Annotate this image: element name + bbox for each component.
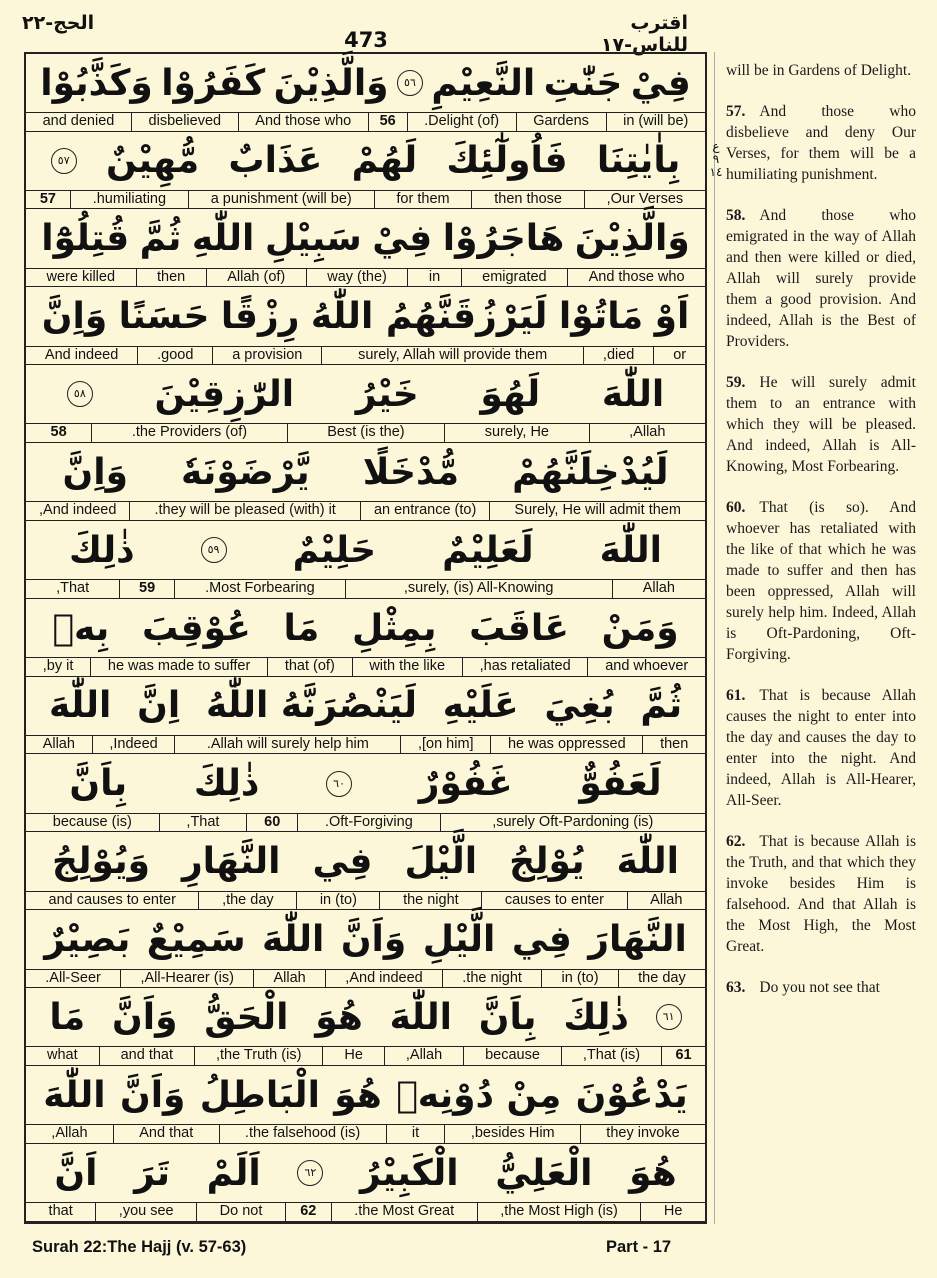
english-gloss-cell: he was made to suffer: [90, 658, 267, 676]
english-gloss-cell: were killed: [46, 268, 116, 285]
arabic-word: الرّٰزِقِيْنَ: [154, 373, 295, 415]
footer-surah-info: Surah 22:The Hajj (v. 57-63): [32, 1238, 247, 1256]
english-gloss-cell: (is) the falsehood.: [219, 1125, 386, 1143]
arabic-word: هُوَ: [629, 1152, 677, 1194]
verse-row: [26, 1066, 705, 1144]
english-gloss-cell: then those: [471, 191, 583, 209]
translation-text: And those who disbelieve and deny Our Verses, for them will be a humiliating punishment.: [726, 103, 916, 183]
verse-end-marker: ٦٢: [297, 1160, 323, 1186]
arabic-line: [26, 1144, 705, 1202]
part-name-header: اقترب للناس-١٧: [600, 12, 688, 56]
verse-number: 61.: [726, 687, 746, 704]
arabic-word: تَرَ: [134, 1152, 170, 1194]
arabic-word: هُوَ: [334, 1074, 382, 1116]
english-gloss-cell: the night.: [442, 970, 541, 988]
arabic-word: ذٰلِكَ: [563, 996, 629, 1038]
english-gloss-line: [26, 813, 705, 833]
verse-end-marker: ٦٠: [326, 771, 352, 797]
arabic-word: لَهُوَ: [480, 373, 541, 415]
arabic-word: وَيُوْلِجُ: [52, 841, 150, 883]
english-gloss-cell: disbelieved: [131, 113, 238, 131]
arabic-word: ثُمَّ: [139, 218, 182, 260]
verse-number: 62.: [726, 833, 746, 850]
verse-number: 60.: [726, 499, 746, 516]
arabic-word: اَلَمْ: [206, 1152, 261, 1194]
translation-text: will be in Gardens of Delight.: [726, 62, 912, 79]
english-gloss-cell: with the like: [352, 658, 462, 676]
verse-row: [26, 833, 705, 911]
english-gloss-cell: That (is),: [561, 1047, 661, 1065]
verse-end-marker: ٥٦: [397, 70, 423, 96]
arabic-line: [26, 132, 705, 190]
verse-row: [26, 988, 705, 1066]
arabic-word: بِاَنَّ: [478, 996, 537, 1038]
arabic-line: [26, 443, 705, 501]
english-gloss-cell: it: [386, 1125, 445, 1143]
english-gloss-cell: the Most Great.: [331, 1203, 477, 1221]
column-divider: [714, 52, 715, 1224]
verse-end-marker: ٦١: [656, 1004, 682, 1030]
translation-text: That is because Allah causes the night to enter into the day and causes the day to enter into the night. And indeed, Allah is All-Hearer, All-Seer.: [726, 687, 916, 809]
english-gloss-cell: Allah will surely help him.: [174, 736, 400, 754]
arabic-word: فِيْ: [630, 62, 691, 104]
arabic-word: اللّٰهَ: [599, 529, 662, 571]
arabic-word: بِمِثْلِ: [351, 607, 437, 649]
arabic-line: [26, 1066, 705, 1124]
arabic-line: [26, 911, 705, 969]
english-gloss-cell: 59: [119, 580, 174, 598]
english-gloss-cell: Our Verses,: [584, 191, 705, 209]
english-gloss-cell: [on him],: [400, 736, 490, 754]
english-gloss-cell: (will be) in: [606, 113, 706, 131]
verse-row: [26, 288, 705, 366]
footer-part: Part - 17: [606, 1238, 672, 1256]
english-gloss-cell: died,: [583, 347, 653, 365]
english-gloss-cell: And indeed,: [39, 502, 117, 519]
english-gloss-cell: they will be pleased (with) it.: [129, 502, 359, 520]
arabic-word: بِاَنَّ: [69, 763, 128, 805]
arabic-word: عَاقَبَ: [469, 607, 569, 649]
english-gloss-cell: Oft-Forgiving.: [297, 814, 439, 832]
arabic-word: فَاُولٰٓئِكَ: [446, 140, 568, 182]
english-gloss-cell: 56: [368, 113, 407, 131]
english-gloss-cell: surely, He: [444, 424, 588, 442]
arabic-word: بِهٖ: [52, 607, 110, 649]
english-gloss-cell: He: [322, 1047, 384, 1065]
arabic-word: عَلَيْهِ: [442, 685, 519, 727]
arabic-word: حَسَنًا: [118, 296, 210, 338]
verse-row: [26, 521, 705, 599]
arabic-line: [26, 288, 705, 346]
verse-row: [26, 365, 705, 443]
arabic-word: هَاجَرُوْا: [442, 218, 565, 260]
english-gloss-cell: besides Him,: [444, 1125, 579, 1143]
english-gloss-cell: because: [463, 1047, 561, 1065]
english-gloss-cell: then: [136, 269, 206, 287]
english-gloss-cell: and whoever: [587, 658, 705, 676]
arabic-word: سَبِيْلِ: [264, 218, 362, 260]
arabic-word: مَا: [49, 996, 86, 1038]
english-gloss-cell: (is) the Truth,: [194, 1047, 322, 1065]
arabic-word: اللّٰهِ: [191, 218, 255, 260]
english-gloss-cell: causes to enter: [481, 892, 626, 910]
arabic-word: كَفَرُوْا: [161, 62, 266, 104]
english-gloss-cell: Allah,: [589, 424, 705, 442]
arabic-word: ثُمَّ: [640, 685, 683, 727]
arabic-word: لَعَلِيْمٌ: [442, 529, 534, 571]
arabic-word: اَوْ: [654, 296, 690, 338]
english-gloss-line: [26, 346, 705, 366]
arabic-word: هُوَ: [315, 996, 363, 1038]
arabic-word: يُوْلِجُ: [509, 841, 585, 883]
arabic-word: لَهُمْ: [351, 140, 418, 182]
english-gloss-cell: (is) All-Hearer,: [120, 970, 253, 988]
arabic-word: اِنَّ: [137, 685, 181, 727]
arabic-line: [26, 677, 705, 735]
arabic-word: عَذَابٌ: [228, 140, 323, 182]
surah-name-header: الحج-٢٢: [22, 12, 95, 34]
arabic-word: اللّٰهَ: [601, 373, 665, 415]
english-gloss-cell: you see,: [95, 1203, 196, 1221]
english-gloss-cell: (will be) a punishment: [188, 191, 374, 209]
english-gloss-cell: Most Forbearing.: [174, 580, 345, 598]
english-gloss-cell: the day,: [198, 892, 296, 910]
arabic-word: النَّعِيْمِ: [431, 62, 536, 104]
english-gloss-cell: (is) the Most High,: [477, 1203, 641, 1221]
english-gloss-line: [26, 1046, 705, 1066]
english-gloss-cell: by it,: [42, 658, 74, 675]
translation-paragraph: [726, 977, 916, 998]
english-gloss-line: [26, 190, 705, 210]
page-number: 473: [344, 28, 388, 52]
verse-end-marker: ٥٩: [201, 537, 227, 563]
arabic-line: [26, 521, 705, 579]
english-gloss-line: [26, 579, 705, 599]
arabic-word: اللّٰهَ: [616, 841, 680, 883]
english-gloss-line: [26, 969, 705, 989]
verse-number: 59.: [726, 374, 746, 391]
english-gloss-cell: Do not: [196, 1203, 285, 1221]
english-gloss-line: [26, 657, 705, 677]
arabic-word: النَّهَارَ: [588, 919, 687, 961]
arabic-word: لَعَفُوٌّ: [579, 763, 662, 805]
arabic-word: فِي: [312, 841, 373, 883]
arabic-line: [26, 988, 705, 1046]
translation-paragraph: [726, 372, 916, 477]
arabic-word: وَكَذَّبُوْا: [40, 62, 153, 104]
arabic-word: فِيْ: [372, 218, 433, 260]
arabic-word: خَيْرُ: [355, 373, 419, 415]
arabic-word: وَاَنَّ: [340, 919, 407, 961]
english-gloss-cell: He: [640, 1203, 705, 1221]
arabic-word: الَّيْلِ: [422, 919, 496, 961]
english-gloss-cell: (of) that: [267, 658, 352, 676]
english-gloss-cell: or: [653, 347, 705, 365]
english-gloss-cell: (of) the Providers.: [91, 424, 286, 442]
arabic-word: اللّٰهَ: [48, 685, 112, 727]
arabic-line: [26, 54, 705, 112]
english-gloss-cell: And that: [113, 1125, 219, 1143]
arabic-word: اللّٰهَ: [43, 1074, 106, 1116]
arabic-word: لَيُدْخِلَنَّهُمْ: [512, 451, 669, 493]
arabic-word: بَصِيْرٌ: [44, 919, 131, 961]
english-gloss-cell: And indeed: [44, 346, 119, 363]
arabic-word: يَّرْضَوْنَهٗ: [181, 451, 310, 493]
arabic-word: ذٰلِكَ: [69, 529, 135, 571]
arabic-word: يَدْعُوْنَ: [575, 1074, 688, 1116]
english-gloss-cell: and causes to enter: [48, 891, 176, 908]
english-gloss-line: [26, 501, 705, 521]
english-gloss-cell: they invoke: [580, 1125, 705, 1143]
english-gloss-cell: (is the) Best: [287, 424, 445, 442]
english-gloss-cell: Allah,: [384, 1047, 463, 1065]
english-gloss-cell: that: [48, 1203, 73, 1220]
english-gloss-cell: And those who: [567, 269, 705, 287]
english-gloss-cell: (is) surely Oft-Pardoning,: [440, 814, 705, 832]
arabic-word: بِاٰيٰتِنَا: [596, 140, 681, 182]
english-gloss-cell: Allah: [627, 892, 705, 910]
translation-text: That (is so). And whoever has retaliated with the like of that which he was made to suffer and then has been oppressed, Allah will surely help him. Indeed, Allah is Oft-Pardoning, Oft-Forgiving.: [726, 499, 916, 663]
verse-number: 63.: [726, 979, 746, 996]
english-gloss-cell: 58: [50, 424, 67, 441]
arabic-word: وَالَّذِيْنَ: [574, 218, 690, 260]
translation-text: He will surely admit them to an entrance with which they will be pleased. And indeed, Allah is All-Knowing, Most Forbearing.: [726, 374, 916, 475]
english-gloss-cell: Allah: [253, 970, 325, 988]
arabic-word: رِزْقًا: [220, 296, 300, 338]
verse-end-marker: ٥٨: [67, 381, 93, 407]
arabic-word: فِي: [511, 919, 572, 961]
english-gloss-cell: 57: [39, 190, 56, 207]
translation-paragraph: [726, 497, 916, 665]
translation-text: And those who emigrated in the way of Allah and then were killed or died, Allah will surely provide them a good provision. And indeed, Allah is the Best of Providers.: [726, 207, 916, 350]
translation-paragraph: [726, 205, 916, 352]
english-gloss-cell: 60: [246, 814, 297, 832]
arabic-word: مِنْ دُوْنِهٖ: [396, 1074, 562, 1116]
arabic-word: اَنَّ: [54, 1152, 98, 1194]
english-gloss-cell: emigrated: [461, 269, 567, 287]
english-gloss-cell: Allah: [612, 580, 705, 598]
english-gloss-cell: Indeed,: [92, 736, 175, 754]
word-by-word-grid: [24, 52, 707, 1224]
english-gloss-cell: humiliating.: [70, 191, 188, 209]
english-gloss-line: [26, 735, 705, 755]
translation-paragraph: [726, 101, 916, 185]
english-gloss-cell: in: [407, 269, 460, 287]
english-gloss-cell: That,: [56, 580, 90, 597]
english-gloss-cell: and that: [99, 1047, 194, 1065]
translation-column: [726, 60, 916, 1018]
translation-paragraph: [726, 685, 916, 811]
arabic-word: وَاِنَّ: [62, 451, 128, 493]
english-gloss-cell: (is) because: [52, 813, 132, 830]
translation-paragraph: [726, 60, 916, 81]
verse-row: [26, 677, 705, 755]
ruku-marker: ع ٩ ١٤: [709, 139, 723, 179]
arabic-word: الْكَبِيْرُ: [360, 1152, 459, 1194]
english-gloss-cell: and denied: [42, 113, 115, 129]
arabic-line: [26, 833, 705, 891]
english-gloss-cell: (of) Allah: [206, 269, 306, 287]
english-gloss-cell: And those who: [238, 113, 368, 131]
english-gloss-line: [26, 1202, 705, 1222]
english-gloss-cell: in (to): [296, 892, 379, 910]
arabic-word: الْحَقُّ: [204, 996, 289, 1038]
arabic-word: وَالَّذِيْنَ: [273, 62, 389, 104]
arabic-word: مَا: [283, 607, 320, 649]
arabic-line: [26, 210, 705, 268]
arabic-word: مَاتُوْا: [558, 296, 644, 338]
english-gloss-cell: Surely, He will admit them: [489, 502, 705, 520]
arabic-word: سَمِيْعٌ: [146, 919, 246, 961]
verse-end-marker: ٥٧: [51, 148, 77, 174]
verse-row: [26, 755, 705, 833]
arabic-word: وَاَنَّ: [112, 996, 178, 1038]
arabic-word: الْبَاطِلُ: [199, 1074, 320, 1116]
english-gloss-cell: And indeed,: [325, 970, 442, 988]
english-gloss-cell: Allah: [42, 735, 75, 752]
english-gloss-cell: (to) an entrance: [360, 502, 489, 520]
english-gloss-line: [26, 891, 705, 911]
english-gloss-cell: for them: [374, 191, 472, 209]
translation-paragraph: [726, 831, 916, 957]
english-gloss-line: [26, 1124, 705, 1144]
arabic-line: [26, 755, 705, 813]
english-gloss-cell: (the) way: [306, 269, 408, 287]
english-gloss-cell: a provision: [212, 347, 321, 365]
arabic-word: عُوْقِبَ: [141, 607, 251, 649]
english-gloss-cell: Gardens: [516, 113, 606, 131]
english-gloss-cell: All-Seer.: [45, 969, 101, 986]
translation-text: That is because Allah is the Truth, and that which they invoke besides Him is falsehood. And that Allah is the Most High, the Most Great.: [726, 833, 916, 955]
arabic-word: ذٰلِكَ: [193, 763, 260, 805]
arabic-word: النَّهَارِ: [181, 841, 281, 883]
arabic-line: [26, 599, 705, 657]
english-gloss-cell: good.: [137, 347, 212, 365]
arabic-word: وَاِنَّ: [41, 296, 108, 338]
arabic-word: اللّٰهَ: [262, 919, 325, 961]
english-gloss-cell: the day: [618, 970, 705, 988]
english-gloss-cell: Allah,: [51, 1125, 88, 1142]
arabic-word: جَنّٰتِ: [543, 62, 623, 104]
arabic-word: اللّٰهَ: [389, 996, 452, 1038]
english-gloss-cell: has retaliated,: [462, 658, 588, 676]
verse-row: [26, 911, 705, 989]
verse-row: [26, 132, 705, 210]
arabic-word: مُّدْخَلًا: [362, 451, 460, 493]
arabic-word: وَمَنْ: [601, 607, 679, 649]
verse-number: 57.: [726, 103, 746, 120]
verse-row: [26, 443, 705, 521]
english-gloss-line: [26, 268, 705, 288]
arabic-word: حَلِيْمٌ: [292, 529, 377, 571]
english-gloss-cell: 62: [285, 1203, 331, 1221]
translation-text: Do you not see that: [759, 979, 880, 996]
english-gloss-cell: 61: [661, 1047, 705, 1065]
arabic-line: [26, 365, 705, 423]
verse-row: [26, 599, 705, 677]
english-gloss-cell: (of) Delight.: [407, 113, 516, 131]
english-gloss-cell: surely, (is) All-Knowing,: [345, 580, 612, 598]
arabic-word: الَّيْلَ: [404, 841, 478, 883]
english-gloss-cell: then: [642, 736, 705, 754]
arabic-word: وَاَنَّ: [119, 1074, 186, 1116]
arabic-word: غَفُوْرٌ: [418, 763, 513, 805]
english-gloss-line: [26, 112, 705, 132]
english-gloss-cell: in (to): [541, 970, 618, 988]
english-gloss-line: [26, 423, 705, 443]
verse-row: [26, 1144, 705, 1222]
arabic-word: بُغِيَ: [544, 685, 615, 727]
english-gloss-cell: he was oppressed: [490, 736, 642, 754]
arabic-word: قُتِلُوْٓا: [41, 218, 130, 260]
english-gloss-cell: surely, Allah will provide them: [321, 347, 583, 365]
arabic-word: لَيَرْزُقَنَّهُمُ اللّٰهُ: [310, 296, 548, 338]
arabic-word: لَيَنْصُرَنَّهُ اللّٰهُ: [205, 685, 417, 727]
verse-number: 58.: [726, 207, 746, 224]
english-gloss-cell: That,: [159, 814, 247, 832]
arabic-word: الْعَلِيُّ: [495, 1152, 593, 1194]
english-gloss-cell: what: [47, 1047, 78, 1064]
verse-row: [26, 54, 705, 132]
verse-row: [26, 210, 705, 288]
english-gloss-cell: the night: [379, 892, 481, 910]
arabic-word: مُّهِيْنٌ: [105, 140, 200, 182]
